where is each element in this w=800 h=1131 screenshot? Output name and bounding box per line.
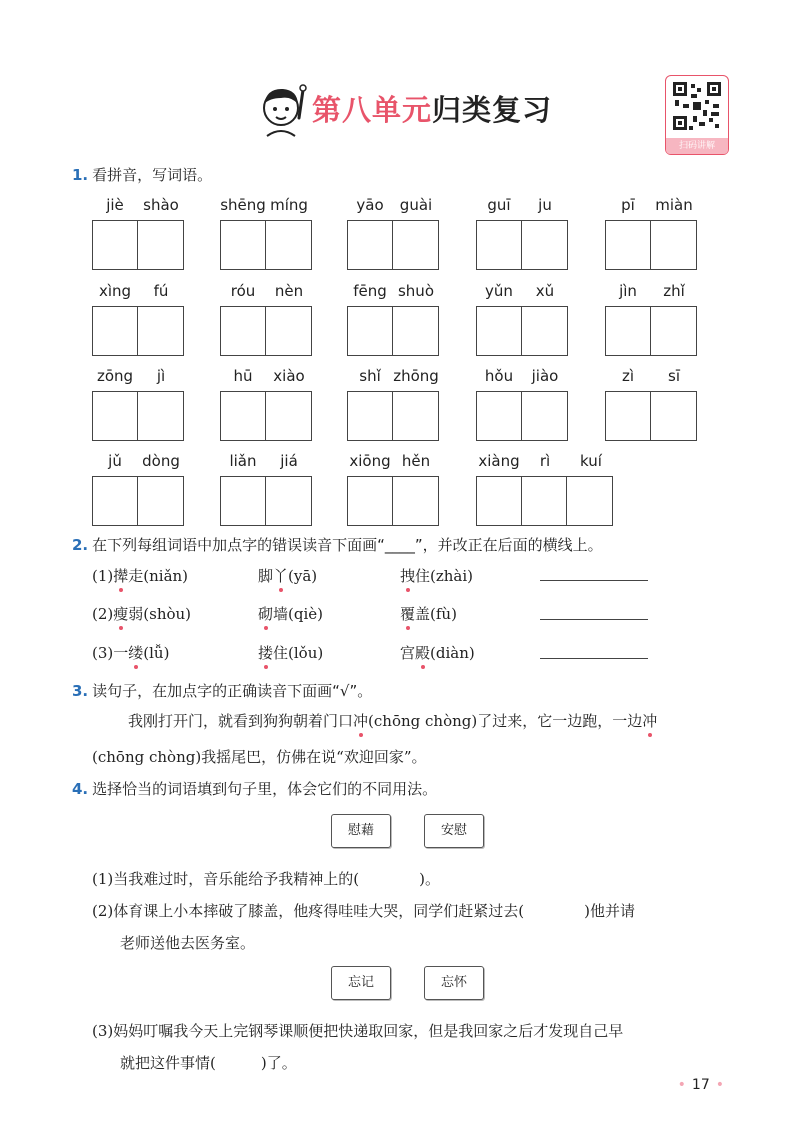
pinyin-syllable: sī [668, 367, 680, 385]
title-unit: 第八单元 [312, 93, 433, 127]
q2-number: 2. [72, 536, 89, 554]
q2-word-rest: (lǚ) [143, 644, 170, 662]
writing-cell[interactable] [138, 392, 183, 440]
dotted-char: 砌 [258, 605, 274, 623]
q4-instruction: 选择恰当的词语填到句子里，体会它们的不同用法。 [92, 780, 438, 798]
title-topic: 归类复习 [432, 93, 553, 127]
pinyin-syllable: róu [230, 282, 256, 300]
q2-word-rest: (diàn) [430, 644, 475, 662]
word-option-wangji[interactable]: 忘记 [331, 966, 391, 1000]
writing-cell[interactable] [266, 307, 311, 355]
writing-cell[interactable] [93, 392, 138, 440]
q4-title [72, 778, 437, 799]
pinyin-syllable: fēng [353, 282, 387, 300]
writing-cell[interactable] [606, 392, 651, 440]
writing-boxes [220, 306, 312, 356]
writing-cell[interactable] [606, 307, 651, 355]
pinyin-syllable: kuí [580, 452, 602, 470]
qr-code[interactable] [665, 75, 729, 155]
q2-row3-item3 [400, 642, 475, 663]
dotted-char: 缕 [128, 644, 144, 662]
pinyin-syllable: jiá [280, 452, 298, 470]
q2-word-rest: 住(lǒu) [273, 644, 324, 662]
writing-cell[interactable] [266, 477, 311, 525]
writing-cell[interactable] [567, 477, 612, 525]
qr-code-icon [671, 80, 723, 132]
pinyin-syllable: jiè [106, 196, 124, 214]
pinyin-syllable: liǎn [229, 452, 257, 470]
q1-instruction: 看拼音，写词语。 [92, 166, 213, 184]
writing-cell[interactable] [348, 392, 393, 440]
writing-boxes [347, 391, 439, 441]
dotted-char: 冲 [353, 712, 369, 730]
writing-cell[interactable] [477, 392, 522, 440]
writing-cell[interactable] [393, 477, 438, 525]
writing-cell[interactable] [138, 307, 183, 355]
q2-instruction: 在下列每组词语中加点字的错误读音下面画“____”，并改正在后面的横线上。 [92, 536, 603, 554]
pinyin-syllable: shǐ [359, 367, 381, 385]
writing-cell[interactable] [393, 221, 438, 269]
q4-sentence-1: (1)当我难过时，音乐能给予我精神上的( )。 [92, 870, 440, 888]
writing-cell[interactable] [393, 392, 438, 440]
pinyin-syllable: jì [156, 367, 166, 385]
pinyin-syllable: shuò [397, 282, 434, 300]
pinyin-syllable: shēng [220, 196, 266, 214]
writing-boxes [220, 476, 312, 526]
q1-number: 1. [72, 166, 89, 184]
q3-text: (chōng chòng)了过来，它一边跑，一边 [368, 712, 643, 730]
pinyin-syllable: dòng [142, 452, 180, 470]
q2-row2-item2 [258, 603, 323, 624]
q2-row2-item1 [92, 603, 191, 624]
writing-cell[interactable] [221, 392, 266, 440]
q2-word-rest: 墙(qiè) [273, 605, 323, 623]
pinyin-syllable: míng [270, 196, 308, 214]
pinyin-syllable: jìn [619, 282, 637, 300]
writing-boxes [220, 220, 312, 270]
writing-cell[interactable] [522, 477, 567, 525]
q2-word-rest: (yā) [288, 567, 318, 585]
q4-sentence-3a: (3)妈妈叮嘱我今天上完钢琴课顺便把快递取回家，但是我回家之后才发现自己早 [92, 1022, 624, 1040]
writing-cell[interactable] [393, 307, 438, 355]
writing-cell[interactable] [138, 477, 183, 525]
writing-boxes [92, 391, 184, 441]
q2-row3-item1 [92, 642, 169, 663]
pinyin-syllable: guài [399, 196, 433, 214]
pinyin-syllable: xiào [273, 367, 305, 385]
pinyin-syllable: hǒu [484, 367, 514, 385]
writing-cell[interactable] [93, 307, 138, 355]
writing-boxes [476, 391, 568, 441]
writing-boxes [476, 476, 613, 526]
pinyin-syllable: guī [487, 196, 511, 214]
dotted-char: 拽 [400, 567, 416, 585]
writing-boxes [220, 391, 312, 441]
pinyin-syllable: zì [621, 367, 635, 385]
pinyin-syllable: shào [143, 196, 179, 214]
writing-cell[interactable] [93, 221, 138, 269]
dotted-char: 殿 [415, 644, 431, 662]
writing-cell[interactable] [93, 477, 138, 525]
writing-cell[interactable] [651, 221, 696, 269]
dotted-char: 丫 [273, 567, 289, 585]
q2-word-rest: 走(niǎn) [128, 567, 189, 585]
q2-row1-item2 [258, 565, 317, 586]
writing-cell[interactable] [522, 221, 567, 269]
q2-row3-item2 [258, 642, 323, 663]
page-number: • 17 • [672, 1077, 730, 1093]
answer-line-3[interactable] [540, 658, 648, 659]
pinyin-syllable: fú [153, 282, 169, 300]
word-option-wanghuai[interactable]: 忘怀 [424, 966, 484, 1000]
writing-boxes [92, 220, 184, 270]
writing-cell[interactable] [138, 221, 183, 269]
answer-line-2[interactable] [540, 619, 648, 620]
page-title [312, 88, 552, 129]
writing-boxes [92, 306, 184, 356]
writing-cell[interactable] [606, 221, 651, 269]
q2-word-char: 宫 [400, 644, 416, 662]
q2-label: (3)一 [92, 644, 129, 662]
pinyin-syllable: hěn [401, 452, 431, 470]
q1-title [72, 164, 212, 185]
pinyin-syllable: zōng [96, 367, 134, 385]
writing-boxes [347, 476, 439, 526]
pinyin-syllable: jiào [531, 367, 559, 385]
writing-cell[interactable] [651, 307, 696, 355]
q3-number: 3. [72, 682, 89, 700]
writing-boxes [476, 306, 568, 356]
q2-title [72, 534, 603, 555]
writing-boxes [605, 391, 697, 441]
q2-label: (2) [92, 605, 114, 623]
writing-boxes [347, 306, 439, 356]
q4-sentence-2b: 老师送他去医务室。 [120, 934, 256, 952]
writing-boxes [476, 220, 568, 270]
mascot-boy-icon [255, 78, 311, 138]
answer-line-1[interactable] [540, 580, 648, 581]
dotted-char: 瘦 [113, 605, 129, 623]
q3-title [72, 680, 372, 701]
pinyin-syllable: xǔ [535, 282, 555, 300]
dotted-char: 撵 [113, 567, 129, 585]
q3-sentence-line2: (chōng chòng)我摇尾巴，仿佛在说“欢迎回家”。 [92, 748, 427, 766]
pinyin-syllable: pī [621, 196, 635, 214]
pinyin-syllable: zhǐ [663, 282, 685, 300]
q2-label: (1) [92, 567, 114, 585]
pinyin-syllable: xiōng [349, 452, 391, 470]
pinyin-syllable: zhōng [393, 367, 439, 385]
pinyin-syllable: xiàng [478, 452, 520, 470]
pinyin-syllable: hū [233, 367, 253, 385]
q4-sentence-3b: 就把这件事情( )了。 [120, 1054, 297, 1072]
q2-word-rest: 盖(fù) [415, 605, 457, 623]
word-option-weijie[interactable]: 慰藉 [331, 814, 391, 848]
writing-cell[interactable] [266, 221, 311, 269]
writing-cell[interactable] [477, 221, 522, 269]
writing-cell[interactable] [522, 307, 567, 355]
q4-number: 4. [72, 780, 89, 798]
pinyin-syllable: yǔn [485, 282, 513, 300]
writing-cell[interactable] [266, 392, 311, 440]
q3-text: 我刚打开门，就看到狗狗朝着门口 [128, 712, 354, 730]
pinyin-syllable: jǔ [108, 452, 122, 470]
q2-word-rest: 弱(shòu) [128, 605, 192, 623]
pinyin-syllable: yāo [356, 196, 384, 214]
pinyin-syllable: ju [538, 196, 552, 214]
q3-sentence-line1 [128, 710, 657, 731]
q2-row1-item1 [92, 565, 188, 586]
writing-cell[interactable] [477, 307, 522, 355]
writing-boxes [347, 220, 439, 270]
dotted-char: 冲 [642, 712, 658, 730]
writing-cell[interactable] [477, 477, 522, 525]
pinyin-syllable: xìng [98, 282, 132, 300]
dotted-char: 覆 [400, 605, 416, 623]
q2-word-rest: 住(zhài) [415, 567, 474, 585]
q4-sentence-2a: (2)体育课上小本摔破了膝盖，他疼得哇哇大哭，同学们赶紧过去( )他并请 [92, 902, 635, 920]
dotted-char: 搂 [258, 644, 274, 662]
q2-word-char: 脚 [258, 567, 274, 585]
writing-cell[interactable] [651, 392, 696, 440]
pinyin-syllable: rì [539, 452, 551, 470]
word-option-anwei[interactable]: 安慰 [424, 814, 484, 848]
qr-label: 扫码讲解 [666, 138, 728, 154]
writing-cell[interactable] [221, 221, 266, 269]
writing-cell[interactable] [221, 477, 266, 525]
pinyin-syllable: miàn [655, 196, 693, 214]
writing-boxes [92, 476, 184, 526]
writing-cell[interactable] [348, 307, 393, 355]
q2-row2-item3 [400, 603, 457, 624]
q2-row1-item3 [400, 565, 473, 586]
q3-instruction: 读句子，在加点字的正确读音下面画“√”。 [92, 682, 373, 700]
writing-boxes [605, 306, 697, 356]
writing-cell[interactable] [348, 477, 393, 525]
writing-cell[interactable] [522, 392, 567, 440]
writing-cell[interactable] [348, 221, 393, 269]
writing-cell[interactable] [221, 307, 266, 355]
writing-boxes [605, 220, 697, 270]
pinyin-syllable: nèn [274, 282, 304, 300]
